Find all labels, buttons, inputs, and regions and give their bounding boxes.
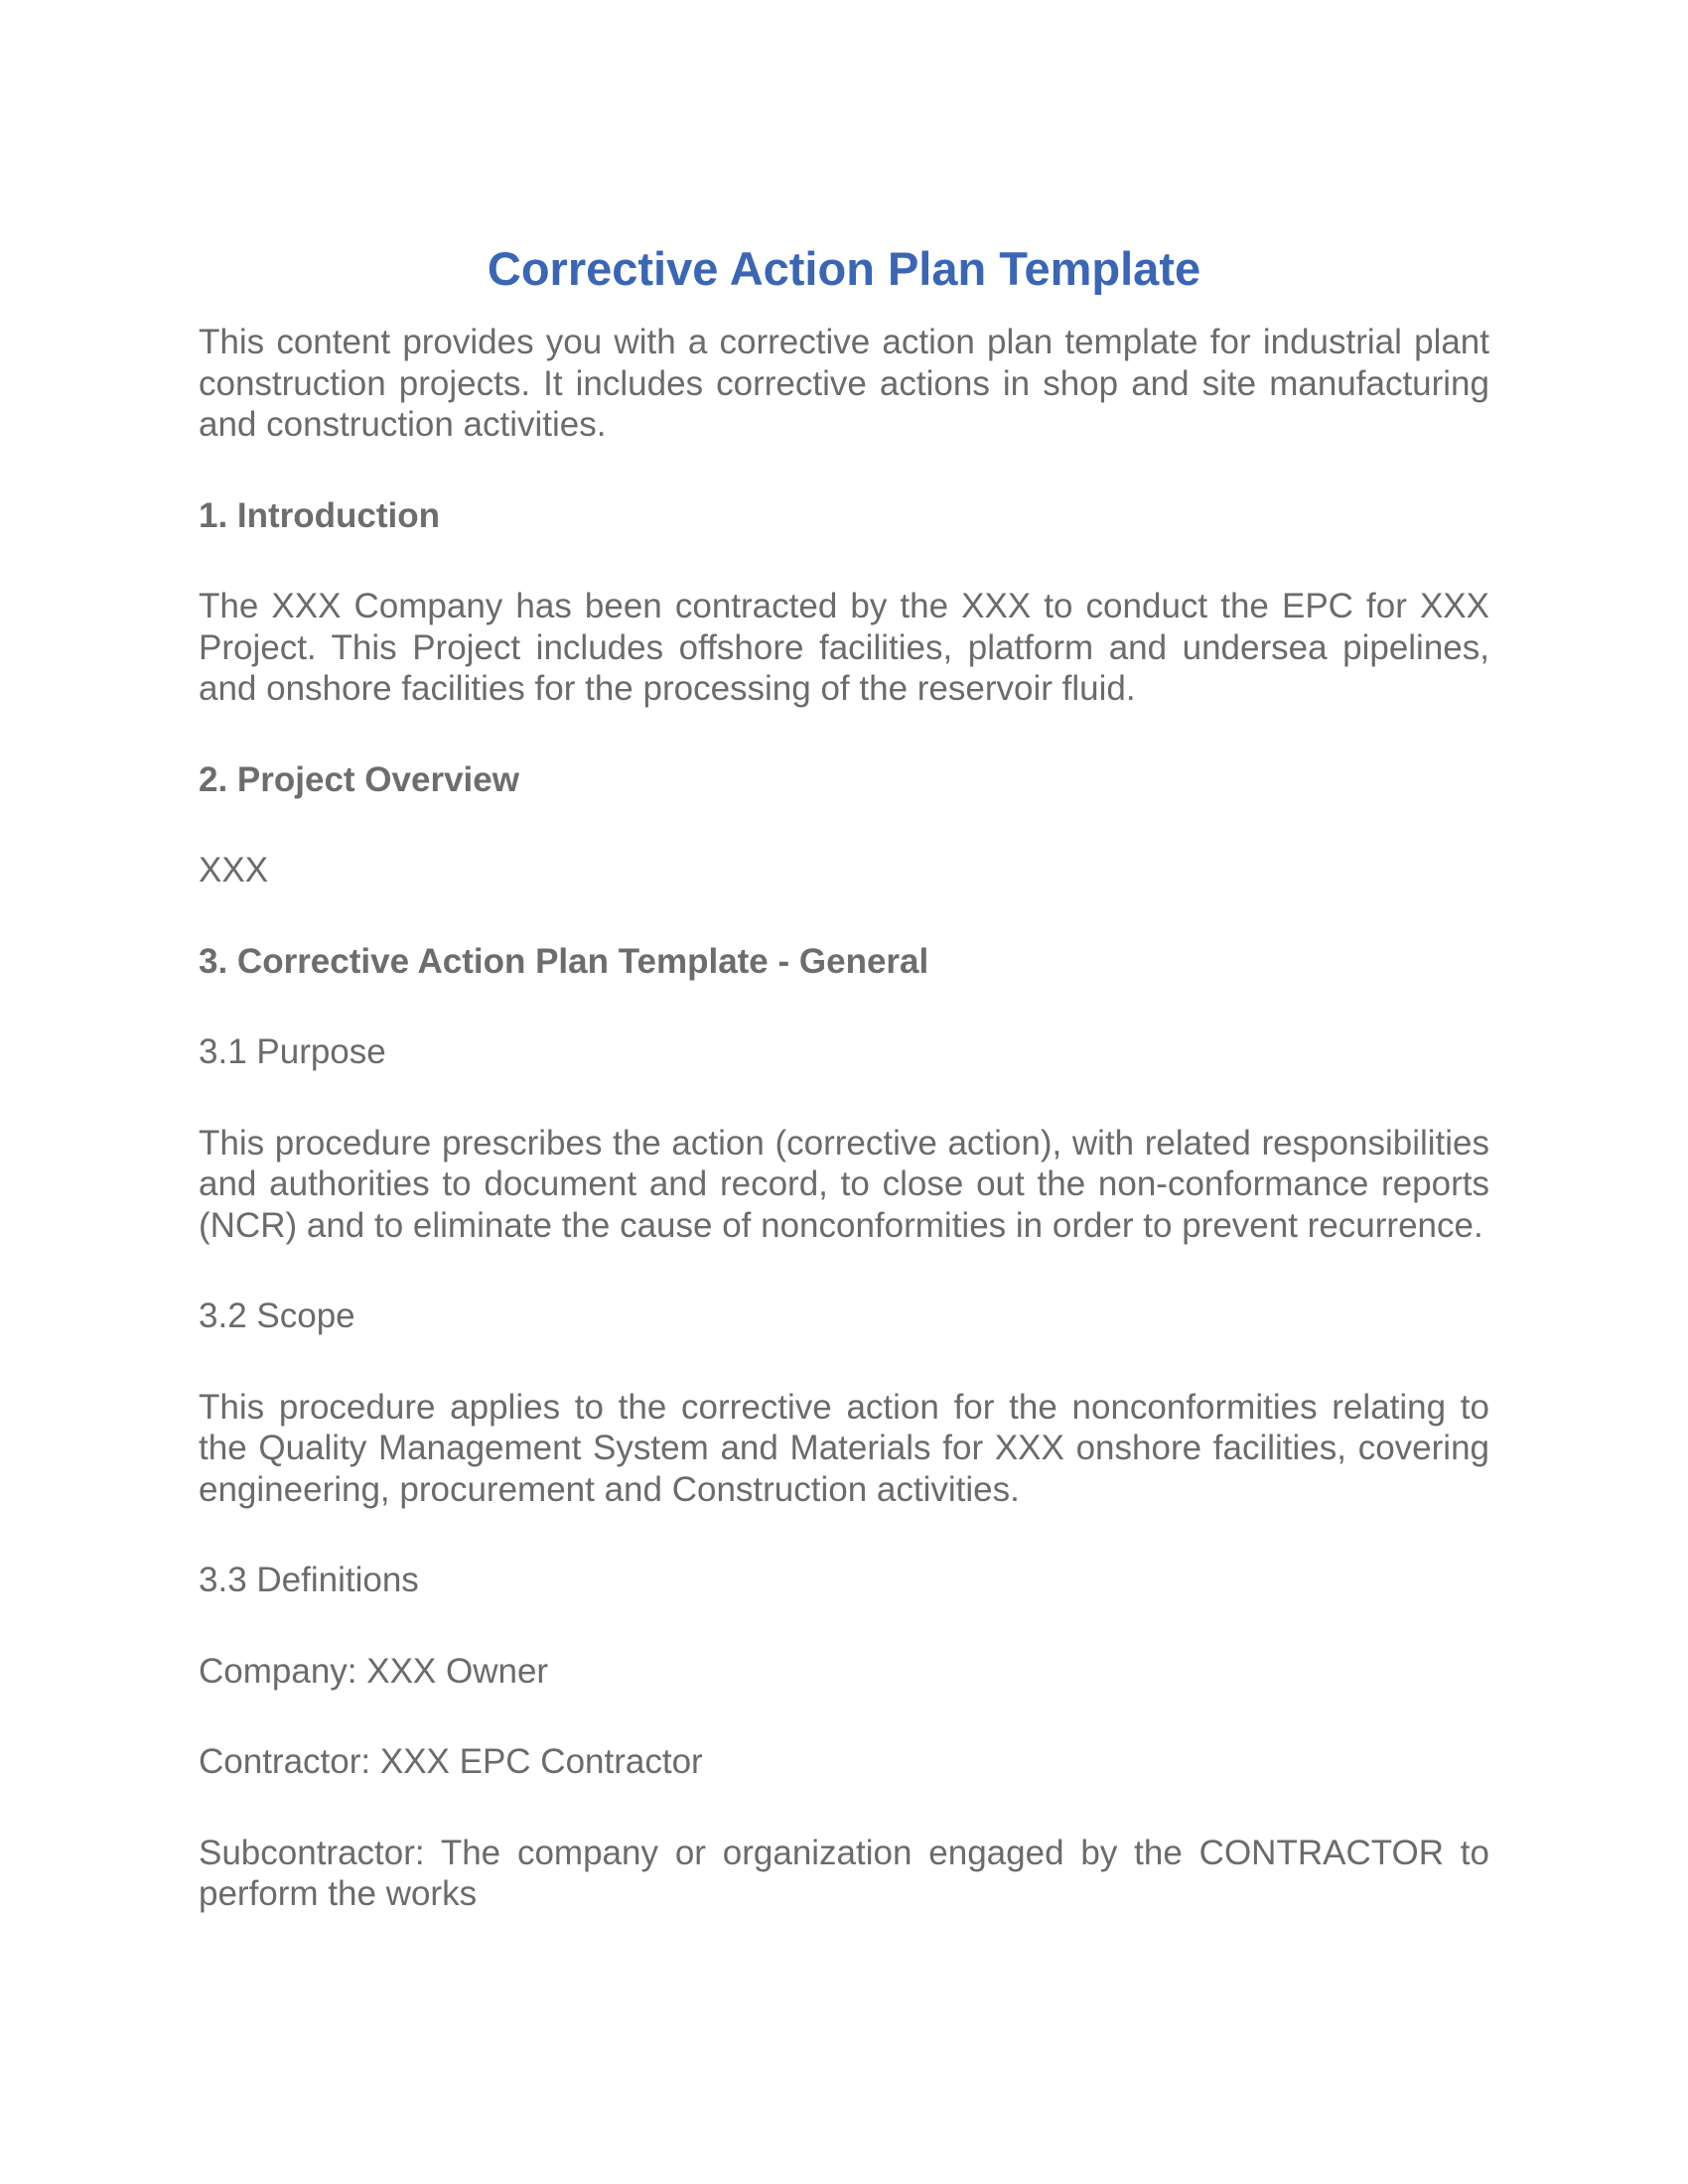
definition-subcontractor: Subcontractor: The company or organization engaged by the CONTRACTOR to perform the works [199,1833,1489,1913]
definition-company: Company: XXX Owner [199,1651,549,1691]
section-1-body: The XXX Company has been contracted by the XXX to conduct the EPC for XXX Project. This Project includes offshore facilities, platform and undersea pipelines, and onshore facilities for the processing of the reservoir fluid. [199,587,1489,708]
section-1-heading: 1. Introduction [199,495,441,535]
scope-heading: 3.2 Scope [199,1297,355,1335]
page-title: Corrective Action Plan Template [487,242,1201,295]
document-content [199,238,1489,1915]
purpose-heading: 3.1 Purpose [199,1032,386,1071]
scope-body: This procedure applies to the corrective action for the nonconformities relating to the Quality Management System and Materials for XXX onshore facilities, covering engineering, procurement and Construction activities. [199,1387,1489,1509]
section-3-heading: 3. Corrective Action Plan Template - General [199,941,929,981]
purpose-body: This procedure prescribes the action (corrective action), with related responsibilities and authorities to document and record, to close out the non-conformance reports (NCR) and to eliminate the cause of nonconformities in order to prevent recurrence. [199,1123,1489,1245]
definitions-heading: 3.3 Definitions [199,1561,419,1599]
section-2-body: XXX [199,851,269,889]
definition-contractor: Contractor: XXX EPC Contractor [199,1742,703,1781]
intro-paragraph: This content provides you with a corrective action plan template for industrial plant construction projects. It includes corrective actions in shop and site manufacturing and construction activities. [199,323,1489,444]
section-2-heading: 2. Project Overview [199,759,519,799]
